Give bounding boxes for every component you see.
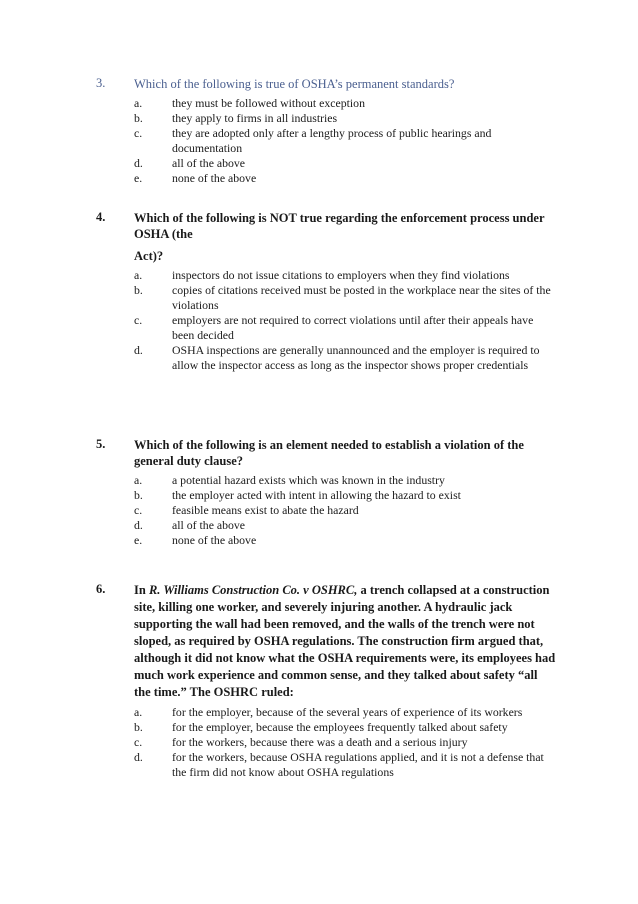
option-item: [134, 111, 556, 126]
option-letter: c.: [134, 503, 143, 517]
option-item: [134, 473, 556, 488]
option-item: [134, 156, 556, 171]
option-text: for the workers, because there was a death and a serious injury: [172, 735, 468, 749]
option-letter: c.: [134, 735, 143, 749]
option-item: [134, 171, 556, 186]
question-text: [134, 582, 556, 701]
question-text-line: Act)?: [134, 249, 164, 263]
option-text: for the employer, because of the several years of experience of its workers: [172, 705, 523, 719]
question-3: [96, 76, 556, 186]
option-text: all of the above: [172, 518, 246, 532]
option-letter: b.: [134, 720, 143, 734]
option-text: copies of citations received must be posted in the workplace near the sites of the violations: [172, 283, 551, 312]
option-letter: c.: [134, 126, 143, 140]
option-letter: a.: [134, 705, 143, 719]
question-number: 4.: [96, 210, 106, 224]
option-letter: e.: [134, 171, 143, 185]
option-letter: d.: [134, 518, 143, 532]
option-letter: d.: [134, 343, 143, 357]
option-text: inspectors do not issue citations to employers when they find violations: [172, 268, 510, 282]
question-number: 6.: [96, 582, 106, 596]
option-letter: b.: [134, 488, 143, 502]
option-text: none of the above: [172, 533, 257, 547]
option-item: [134, 268, 556, 283]
question-text-line: Which of the following is NOT true regarding the enforcement process under OSHA (the: [134, 211, 545, 241]
option-item: [134, 705, 556, 720]
option-item: [134, 126, 556, 156]
question-number: 5.: [96, 437, 106, 451]
question-text: Which of the following is an element needed to establish a violation of the general duty clause?: [134, 438, 524, 468]
option-letter: b.: [134, 111, 143, 125]
option-text: they apply to firms in all industries: [172, 111, 338, 125]
option-letter: a.: [134, 473, 143, 487]
option-text: they must be followed without exception: [172, 96, 365, 110]
option-text: for the employer, because the employees frequently talked about safety: [172, 720, 508, 734]
option-letter: c.: [134, 313, 143, 327]
option-item: [134, 503, 556, 518]
question-5: [96, 437, 556, 548]
question-text-body: a trench collapsed at a construction site, killing one worker, and severely injuring another. A hydraulic jack supporting the wall had been removed, and the walls of the trench were not sloped, as required by OSHA regulations. The construction firm argued that, although it did not know what the OSHA requirements were, its employees had much work experience and common sense, and they talked about safety “all the time.” The OSHRC ruled:: [134, 583, 556, 699]
option-text: a potential hazard exists which was known in the industry: [172, 473, 445, 487]
option-letter: d.: [134, 750, 143, 764]
case-name: R. Williams Construction Co. v OSHRC,: [148, 583, 358, 597]
option-item: [134, 533, 556, 548]
question-text: [134, 210, 556, 264]
option-letter: a.: [134, 96, 143, 110]
option-item: [134, 750, 556, 780]
option-text: for the workers, because OSHA regulations applied, and it is not a defense that the firm did not know about OSHA regulations: [172, 750, 544, 779]
question-text-prefix: In: [134, 583, 149, 597]
question-number: 3.: [96, 76, 106, 90]
option-item: [134, 283, 556, 313]
option-text: OSHA inspections are generally unannounced and the employer is required to allow the inspector access as long as the inspector shows proper credentials: [172, 343, 540, 372]
option-item: [134, 343, 556, 373]
question-text: Which of the following is true of OSHA’s permanent standards?: [134, 77, 455, 91]
option-letter: d.: [134, 156, 143, 170]
option-item: [134, 518, 556, 533]
question-6: [96, 582, 556, 780]
option-letter: a.: [134, 268, 143, 282]
option-item: [134, 735, 556, 750]
option-item: [134, 313, 556, 343]
option-item: [134, 96, 556, 111]
option-text: feasible means exist to abate the hazard: [172, 503, 359, 517]
option-letter: b.: [134, 283, 143, 297]
option-letter: e.: [134, 533, 143, 547]
option-text: all of the above: [172, 156, 246, 170]
option-text: they are adopted only after a lengthy process of public hearings and documentation: [172, 126, 492, 155]
option-item: [134, 720, 556, 735]
question-4: [96, 210, 556, 373]
option-text: none of the above: [172, 171, 257, 185]
option-text: employers are not required to correct violations until after their appeals have been decided: [172, 313, 534, 342]
option-item: [134, 488, 556, 503]
option-text: the employer acted with intent in allowing the hazard to exist: [172, 488, 461, 502]
